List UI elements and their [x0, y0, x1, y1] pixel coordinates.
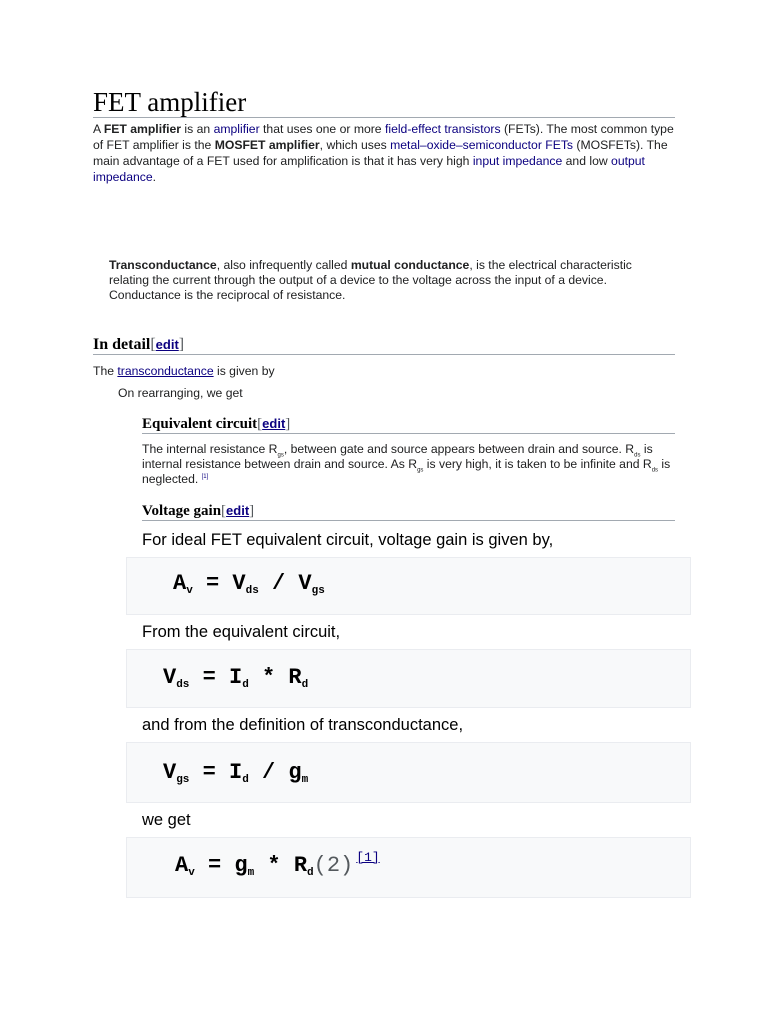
edit-bracket-close: ]: [178, 336, 185, 353]
ideal-gain-paragraph: For ideal FET equivalent circuit, voltage gain is given by,: [142, 531, 554, 549]
eq-subscript: v: [186, 585, 193, 597]
equation-voltage-gain: [173, 571, 325, 596]
equiv-text: is very high, it is taken to be infinite and R: [423, 457, 652, 471]
section-heading-in-detail: [93, 335, 184, 355]
output-impedance-link[interactable]: output impedance: [93, 154, 645, 184]
equation-gain-result: [175, 850, 380, 879]
eq-symbol: A: [173, 571, 187, 596]
detail-text: The: [93, 364, 118, 378]
eq-subscript: d: [301, 679, 309, 691]
intro-term-fet-amplifier: FET amplifier: [103, 122, 182, 136]
intro-text: A: [93, 122, 104, 136]
page-title: FET amplifier: [93, 87, 247, 117]
eq-subscript: m: [247, 867, 255, 879]
eq-subscript: ds: [176, 679, 190, 691]
eq-symbol: / g: [248, 760, 302, 785]
eq-subscript: ds: [245, 585, 259, 597]
eq-symbol: = g: [194, 853, 248, 878]
field-effect-transistors-link[interactable]: field-effect transistors: [384, 122, 501, 136]
reference-link[interactable]: [1]: [201, 473, 209, 480]
mosfet-link[interactable]: metal–oxide–semiconductor FETs: [390, 138, 574, 152]
eq-symbol: = I: [189, 760, 243, 785]
reference-link[interactable]: [1]: [356, 850, 380, 865]
intro-text: (MOSFETs). The main advantage of a FET used for amplification is that it has very high: [93, 138, 668, 168]
subscript: gs: [277, 452, 284, 459]
detail-text: is given by: [213, 364, 275, 378]
edit-bracket-open: [: [221, 503, 227, 519]
section-divider: [93, 354, 675, 355]
equivalent-circuit-note: From the equivalent circuit,: [142, 623, 341, 641]
title-divider: [93, 117, 675, 118]
equiv-text: is neglected.: [142, 457, 671, 486]
section-heading-voltage-gain: [142, 501, 254, 521]
equiv-text: The internal resistance R: [142, 442, 278, 456]
edit-bracket-open: [: [257, 416, 263, 432]
subscript: ds: [651, 467, 659, 474]
eq-symbol: A: [175, 853, 189, 878]
eq-subscript: d: [242, 774, 249, 786]
amplifier-link[interactable]: amplifier: [213, 122, 260, 136]
eq-symbol: * R: [254, 853, 308, 878]
definition-text: , also infrequently called: [216, 258, 351, 272]
eq-symbol: V: [163, 665, 177, 690]
equivalent-circuit-paragraph: [142, 442, 678, 487]
definition-term-mutual-conductance: mutual conductance: [350, 258, 470, 272]
equation-vds: [163, 665, 308, 690]
eq-symbol: / V: [258, 571, 312, 596]
eq-subscript: d: [307, 867, 314, 879]
equiv-text: is internal resistance between drain and source. As R: [142, 442, 653, 471]
equation-box: [126, 557, 691, 615]
edit-link-in-detail[interactable]: edit: [155, 337, 179, 352]
edit-bracket-close: ]: [285, 416, 291, 432]
eq-subscript: gs: [176, 774, 190, 786]
edit-bracket-open: [: [150, 336, 156, 353]
result-note: we get: [142, 811, 191, 829]
section-divider: [142, 520, 675, 521]
equiv-text: , between gate and source appears between drain and source. R: [283, 442, 635, 456]
transconductance-definition-note: and from the definition of transconductance,: [142, 716, 464, 734]
intro-text: (FETs). The most common type of FET amplifier is the: [93, 122, 674, 152]
eq-subscript: d: [242, 679, 249, 691]
definition-text: , is the electrical characteristic relating the current through the output of a device to the voltage across the input of a device. Conductance is the reciprocal of resistance.: [109, 258, 632, 302]
eq-symbol: = I: [189, 665, 243, 690]
detail-paragraph: [93, 363, 275, 379]
definition-term-transconductance: Transconductance: [109, 258, 217, 272]
heading-text: Voltage gain: [142, 503, 222, 519]
transconductance-link[interactable]: transconductance: [117, 364, 214, 378]
edit-link-equivalent-circuit[interactable]: edit: [262, 416, 286, 431]
intro-term-mosfet-amplifier: MOSFET amplifier: [214, 138, 320, 152]
heading-text: Equivalent circuit: [142, 416, 258, 432]
transconductance-definition: [109, 258, 655, 303]
equation-number: (2): [313, 853, 354, 878]
intro-paragraph: [93, 121, 675, 185]
eq-symbol: = V: [192, 571, 246, 596]
eq-subscript: gs: [311, 585, 325, 597]
edit-link-voltage-gain[interactable]: edit: [226, 503, 250, 518]
section-heading-equivalent-circuit: [142, 414, 290, 434]
intro-text: , which uses: [319, 138, 391, 152]
eq-symbol: * R: [248, 665, 302, 690]
eq-subscript: m: [301, 774, 309, 786]
heading-text: In detail: [93, 336, 151, 353]
equation-box: [126, 649, 691, 708]
intro-text: and low: [562, 154, 612, 168]
intro-text: that uses one or more: [259, 122, 385, 136]
equation-box: [126, 837, 691, 898]
eq-subscript: v: [188, 867, 195, 879]
rearranging-paragraph: On rearranging, we get: [118, 386, 243, 400]
equation-box: [126, 742, 691, 803]
subscript: gs: [417, 467, 424, 474]
section-divider: [142, 433, 675, 434]
intro-text: .: [152, 170, 157, 184]
equation-vgs: [163, 760, 308, 785]
input-impedance-link[interactable]: input impedance: [472, 154, 563, 168]
edit-bracket-close: ]: [249, 503, 255, 519]
intro-text: is an: [181, 122, 214, 136]
eq-symbol: V: [163, 760, 177, 785]
subscript: ds: [634, 452, 641, 459]
